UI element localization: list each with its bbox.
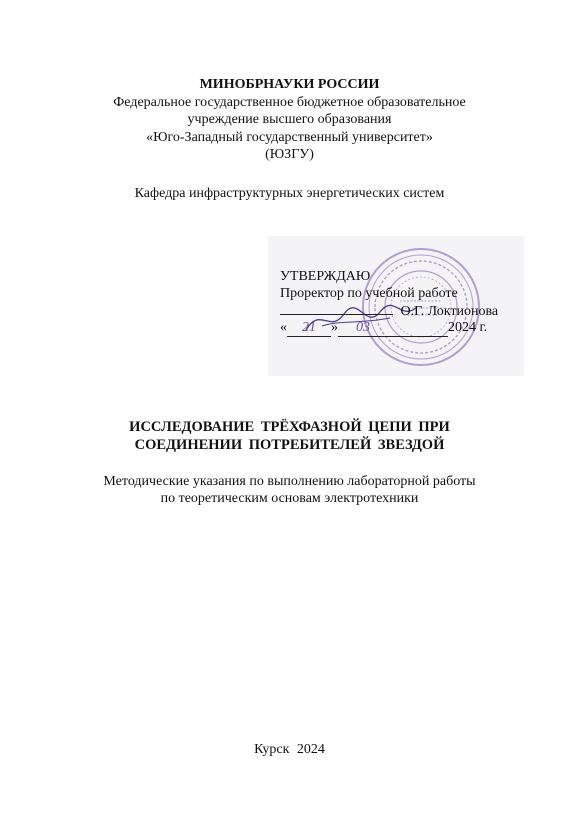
department-name: Кафедра инфраструктурных энергетических систем [134, 186, 445, 201]
approver-position: Проректор по учебной работе [280, 286, 458, 301]
university-abbreviation: (ЮЗГУ) [265, 147, 314, 162]
date-quote-close: » [331, 320, 338, 335]
document-subtitle [0, 473, 579, 507]
document-title [0, 418, 579, 454]
institution-type-line-2: учреждение высшего образования [187, 112, 392, 127]
approval-month: 03 [338, 319, 448, 337]
approval-year: 2024 г. [448, 320, 488, 335]
title-line-2: СОЕДИНЕНИИ ПОТРЕБИТЕЛЕЙ ЗВЕЗДОЙ [134, 437, 445, 453]
approval-heading: УТВЕРЖДАЮ [280, 269, 371, 284]
institution-type-line: Федеральное государственное бюджетное образовательное [113, 94, 466, 110]
ministry-name: МИНОБРНАУКИ РОССИИ [199, 77, 380, 92]
institution-header [0, 76, 579, 164]
approval-block [280, 268, 530, 336]
subtitle-line-2: по теоретическим основам электротехники [160, 491, 419, 506]
date-quote-open: « [280, 320, 287, 335]
signatory-name: О.Г. Локтионова [400, 304, 499, 319]
subtitle-line-1: Методические указания по выполнению лабораторной работы [103, 474, 476, 489]
signature-line [280, 302, 393, 315]
city-year: Курск 2024 [254, 742, 325, 757]
title-line-1: ИССЛЕДОВАНИЕ ТРЁХФАЗНОЙ ЦЕПИ ПРИ [129, 419, 450, 435]
approval-day: 21 [287, 319, 331, 337]
approval-date-row [280, 319, 530, 336]
signature-row [280, 302, 530, 319]
university-name: «Юго-Западный государственный университет» [146, 129, 433, 145]
